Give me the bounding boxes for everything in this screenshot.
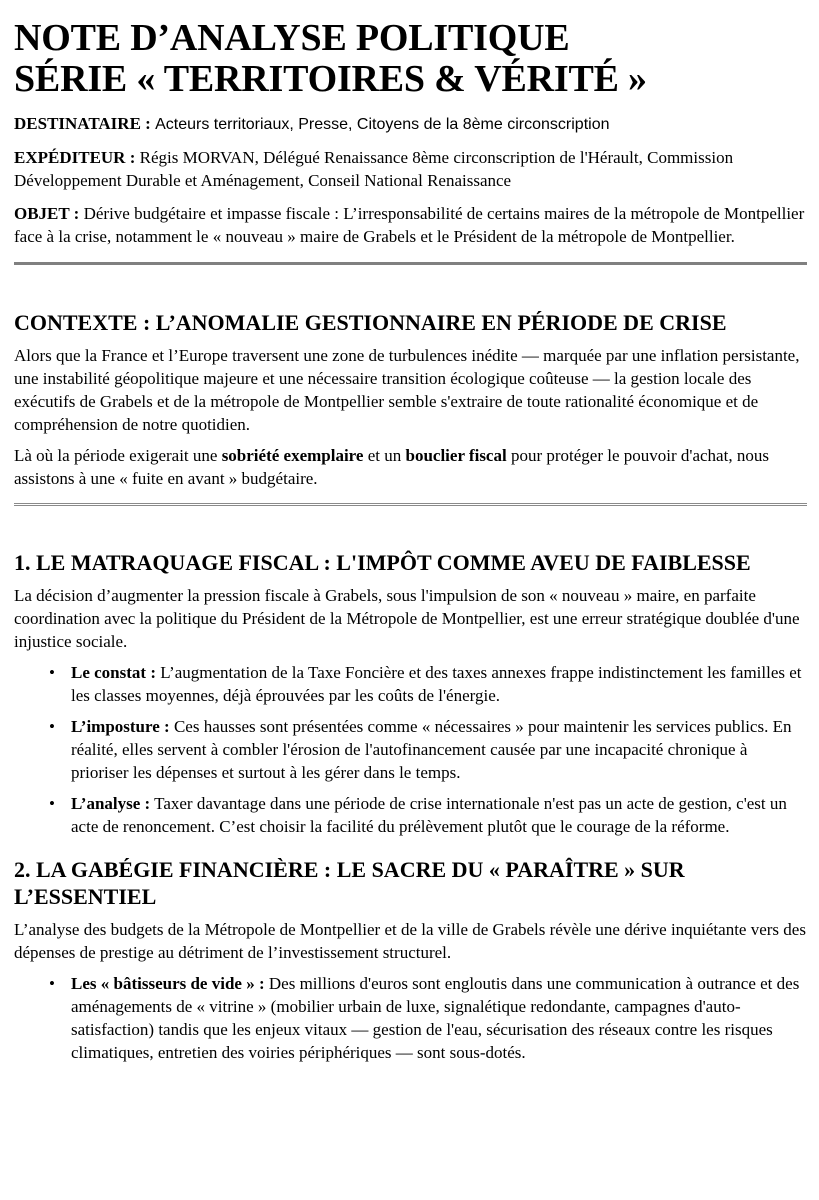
list-item-text: Des millions d'euros sont engloutis dans une communication à outrance et des aménagements de « vitrine » (mobilier urbain de luxe, signalétique redondante, campagnes d'auto-satisfaction) tandis que les enjeux vitaux — gestion de l'eau, sécurisation des réseaux contre les risques climatiques, entretien des voiries périphériques — sont sous-dotés. <box>71 974 800 1062</box>
expediteur-value: Régis MORVAN, Délégué Renaissance 8ème circonscription de l'Hérault, Commission Développement Durable et Aménagement, Conseil National Renaissance <box>14 148 734 190</box>
contexte-heading: CONTEXTE : L’ANOMALIE GESTIONNAIRE EN PÉRIODE DE CRISE <box>14 310 727 335</box>
destinataire-value: Acteurs territoriaux, Presse, Citoyens de la 8ème circonscription <box>155 116 610 133</box>
list-item-text: Taxer davantage dans une période de crise internationale n'est pas un acte de gestion, c'est un acte de renoncement. C’est choisir la facilité du prélèvement plutôt que le courage de la réforme. <box>71 794 787 836</box>
expediteur-label: EXPÉDITEUR : <box>14 148 136 167</box>
contexte-p2-emphasis-bouclier: bouclier fiscal <box>405 446 507 465</box>
document-title <box>14 18 807 100</box>
list-item-text: L’augmentation de la Taxe Foncière et des taxes annexes frappe indistinctement les familles et les classes moyennes, déjà éprouvées par les coûts de l'énergie. <box>71 663 802 705</box>
spacer <box>14 506 807 549</box>
section1-list <box>14 661 807 838</box>
contexte-p2-text-a: Là où la période exigerait une <box>14 446 222 465</box>
expediteur-line <box>14 146 807 192</box>
contexte-p2-text-e: pour protéger le pouvoir d'achat, nous assistons à une « fuite en avant » budgétaire. <box>14 446 769 488</box>
section1-intro: La décision d’augmenter la pression fiscale à Grabels, sous l'impulsion de son « nouveau » maire, en parfaite coordination avec la politique du Président de la Métropole de Montpellier, est une erreur stratégique doublée d'une injustice sociale. <box>14 586 800 651</box>
section2-heading: 2. LA GABÉGIE FINANCIÈRE : LE SACRE DU « PARAÎTRE » SUR L’ESSENTIEL <box>14 857 685 909</box>
objet-label: OBJET : <box>14 204 80 223</box>
list-item-label: L’imposture : <box>71 717 170 736</box>
objet-value: Dérive budgétaire et impasse fiscale : L’irresponsabilité de certains maires de la métropole de Montpellier face à la crise, notamment le « nouveau » maire de Grabels et le Président de la métropole de Montpellier. <box>14 204 805 246</box>
list-item <box>71 715 807 784</box>
spacer <box>14 265 807 309</box>
list-item-text: Ces hausses sont présentées comme « nécessaires » pour maintenir les services publics. En réalité, elles servent à combler l'érosion de l'autofinancement causée par une incapacité chronique à prioriser les dépenses et surtout à les gérer dans le temps. <box>71 717 792 782</box>
contexte-p2-text-c: et un <box>363 446 406 465</box>
contexte-p2-emphasis-sobriete: sobriété exemplaire <box>221 446 364 465</box>
section2-intro: L’analyse des budgets de la Métropole de Montpellier et de la ville de Grabels révèle une dérive inquiétante vers des dépenses de prestige au détriment de l’investissement structurel. <box>14 920 806 962</box>
list-item-label: Les « bâtisseurs de vide » : <box>71 974 265 993</box>
destinataire-line <box>14 112 807 136</box>
list-item <box>71 661 807 707</box>
list-item-label: Le constat : <box>71 663 156 682</box>
title-line-1: NOTE D’ANALYSE POLITIQUE <box>14 17 570 59</box>
title-line-2: SÉRIE « TERRITOIRES & VÉRITÉ » <box>14 58 647 100</box>
destinataire-label: DESTINATAIRE : <box>14 114 151 133</box>
list-item <box>71 972 807 1064</box>
contexte-paragraph-2 <box>14 444 807 490</box>
list-item <box>71 792 807 838</box>
objet-line <box>14 202 807 248</box>
contexte-paragraph-1: Alors que la France et l’Europe traversent une zone de turbulences inédite — marquée par une inflation persistante, une instabilité géopolitique majeure et une nécessaire transition écologique coûteuse — la gestion locale des exécutifs de Grabels et de la métropole de Montpellier semble s'extraire de toute rationalité économique et de compréhension de notre quotidien. <box>14 346 800 434</box>
section1-heading: 1. LE MATRAQUAGE FISCAL : L'IMPÔT COMME AVEU DE FAIBLESSE <box>14 550 751 575</box>
list-item-label: L’analyse : <box>71 794 151 813</box>
section2-list <box>14 972 807 1064</box>
spacer <box>14 846 807 856</box>
